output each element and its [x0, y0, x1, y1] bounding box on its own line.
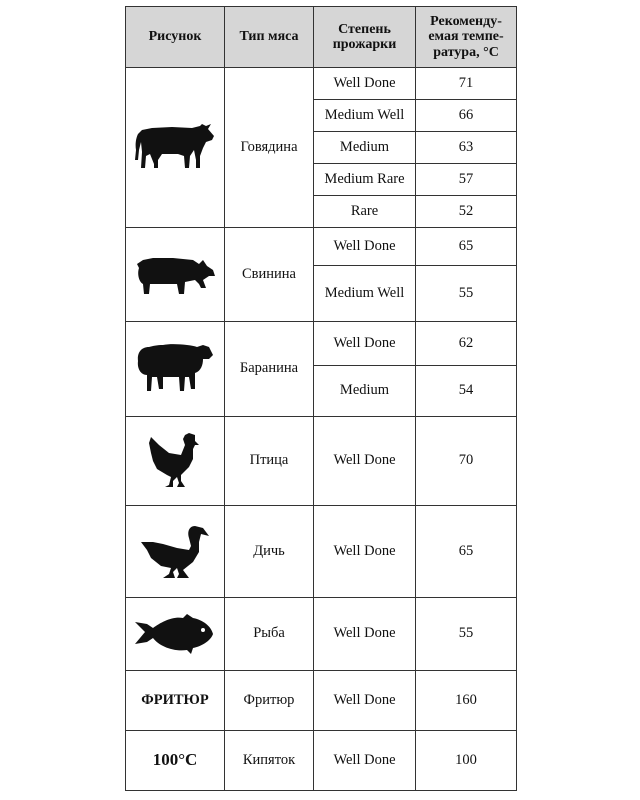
temperature-cell: 66 — [416, 100, 517, 132]
cow-icon — [132, 120, 218, 176]
poultry-picture-cell — [126, 417, 225, 506]
temperature-cell: 57 — [416, 164, 517, 196]
temperature-cell: 160 — [416, 671, 517, 731]
doneness-cell: Well Done — [314, 228, 416, 266]
table-row — [126, 68, 517, 100]
header-doneness: Степень прожарки — [314, 7, 416, 68]
doneness-cell: Well Done — [314, 417, 416, 506]
header-row — [126, 7, 517, 68]
table-row — [126, 506, 517, 598]
temperature-cell: 63 — [416, 132, 517, 164]
doneness-cell: Well Done — [314, 731, 416, 791]
header-meat-type: Тип мяса — [225, 7, 314, 68]
doneness-cell: Medium Well — [314, 100, 416, 132]
temperature-cell: 55 — [416, 266, 517, 322]
chicken-icon — [145, 431, 205, 491]
fish-icon — [133, 612, 217, 656]
table-row — [126, 671, 517, 731]
doneness-cell: Well Done — [314, 671, 416, 731]
meat-type-cell: Баранина — [225, 322, 314, 417]
duck-icon — [137, 522, 213, 582]
lamb-picture-cell — [126, 322, 225, 417]
fish-picture-cell — [126, 598, 225, 671]
sheep-icon — [133, 341, 217, 397]
header-picture: Рисунок — [126, 7, 225, 68]
meat-type-cell: Фритюр — [225, 671, 314, 731]
temperature-cell: 55 — [416, 598, 517, 671]
temperature-cell: 54 — [416, 366, 517, 417]
doneness-cell: Rare — [314, 196, 416, 228]
temperature-cell: 65 — [416, 228, 517, 266]
beef-picture-cell — [126, 68, 225, 228]
temperature-cell: 62 — [416, 322, 517, 366]
doneness-cell: Well Done — [314, 322, 416, 366]
meat-type-cell: Свинина — [225, 228, 314, 322]
meat-type-cell: Рыба — [225, 598, 314, 671]
doneness-cell: Well Done — [314, 68, 416, 100]
boiling-label: 100°C — [126, 731, 225, 791]
temperature-cell: 70 — [416, 417, 517, 506]
temperature-cell: 65 — [416, 506, 517, 598]
doneness-cell: Medium Well — [314, 266, 416, 322]
doneness-cell: Well Done — [314, 506, 416, 598]
table-row — [126, 322, 517, 366]
meat-type-cell: Говядина — [225, 68, 314, 228]
game-picture-cell — [126, 506, 225, 598]
pork-picture-cell — [126, 228, 225, 322]
temperature-table — [125, 6, 517, 791]
temperature-cell: 100 — [416, 731, 517, 791]
fryer-label: ФРИТЮР — [126, 671, 225, 731]
meat-type-cell: Птица — [225, 417, 314, 506]
doneness-cell: Well Done — [314, 598, 416, 671]
pig-icon — [133, 252, 217, 298]
table-row — [126, 417, 517, 506]
meat-type-cell: Дичь — [225, 506, 314, 598]
table-row — [126, 598, 517, 671]
doneness-cell: Medium Rare — [314, 164, 416, 196]
header-temperature: Рекоменду-емая темпе-ратура, °С — [416, 7, 517, 68]
temperature-cell: 52 — [416, 196, 517, 228]
doneness-cell: Medium — [314, 366, 416, 417]
table-row — [126, 731, 517, 791]
temperature-cell: 71 — [416, 68, 517, 100]
doneness-cell: Medium — [314, 132, 416, 164]
meat-type-cell: Кипяток — [225, 731, 314, 791]
table-row — [126, 228, 517, 266]
